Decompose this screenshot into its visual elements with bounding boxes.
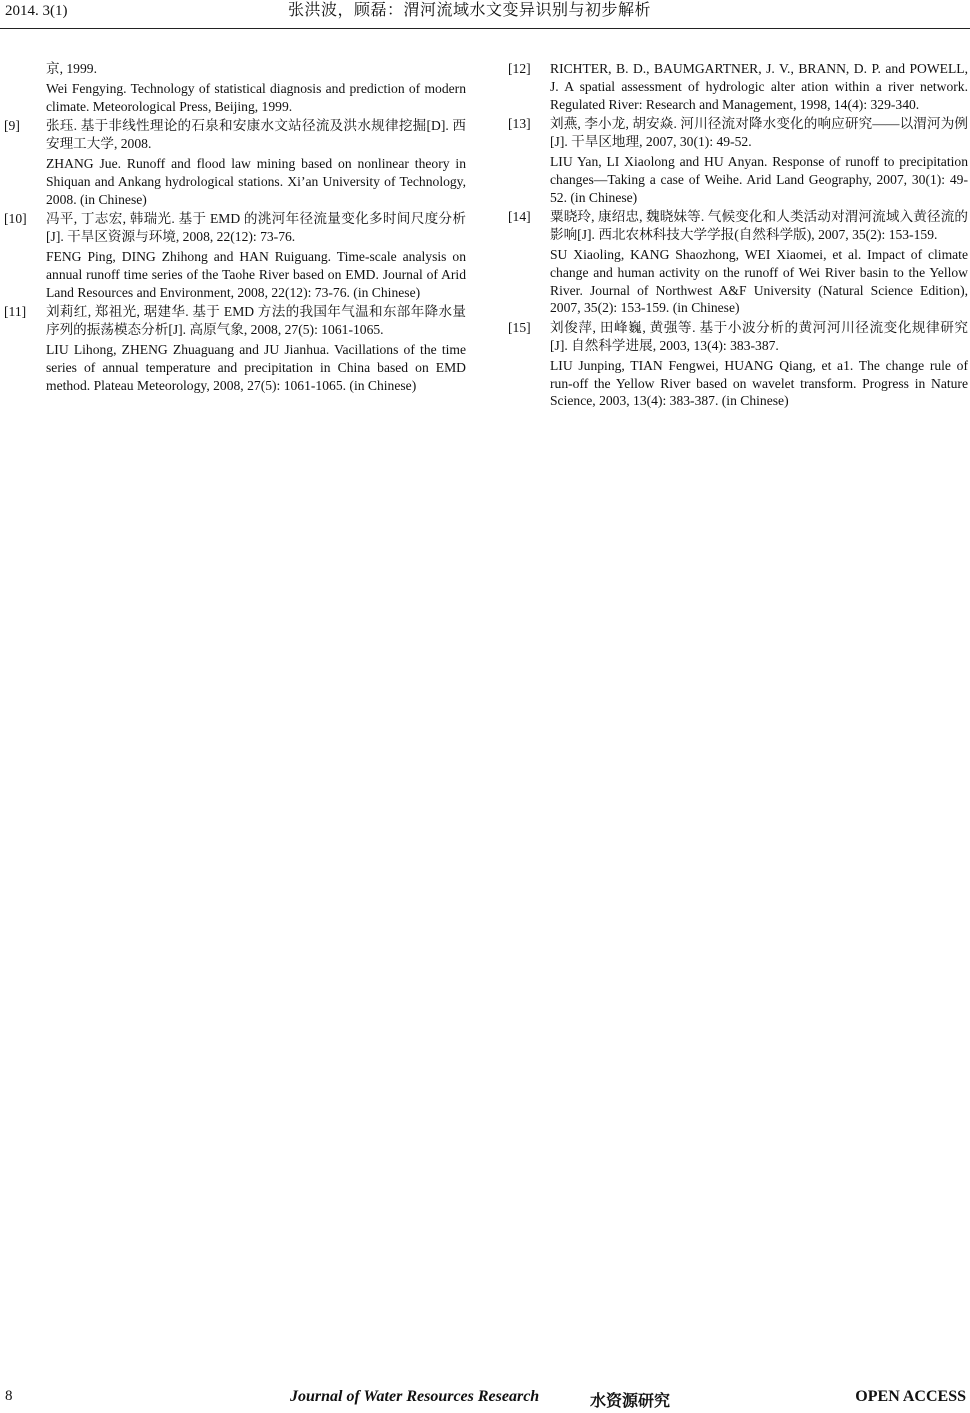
reference-cn-text: 刘燕, 李小龙, 胡安焱. 河川径流对降水变化的响应研究——以渭河为例[J]. 干旱区地理, 2007, 30(1): 49-52. (550, 116, 968, 150)
reference-en-text: LIU Lihong, ZHENG Zhuaguang and JU Jianhua. Vacillations of the time series of annual temperature and precipitation in China based on EMD method. Plateau Meteorology, 2008, 27(5): 1061-1065. (in Chinese) (46, 341, 466, 393)
journal-name-cn: 水资源研究 (590, 1393, 671, 1410)
reference-cn-text: 京, 1999. (46, 61, 97, 76)
reference-item (4, 210, 466, 301)
reference-number: [11] (4, 304, 27, 320)
journal-name: Journal of Water Resources Research (290, 1388, 540, 1405)
reference-continued (4, 60, 466, 115)
reference-item (4, 117, 466, 208)
reference-en-text: LIU Junping, TIAN Fengwei, HUANG Qiang, et a1. The change rule of run-off the Yellow River based on wavelet transform. Progress in Nature Science, 2003, 13(4): 383-387. (in Chinese) (550, 357, 968, 409)
running-title: 张洪波，顾磊：渭河流域水文变异识别与初步解析 (288, 2, 652, 19)
left-column (4, 60, 466, 396)
reference-cn-text: 刘莉红, 郑祖光, 琚建华. 基于 EMD 方法的我国年气温和东部年降水量序列的振荡模态分析[J]. 高原气象, 2008, 27(5): 1061-1065. (46, 304, 466, 338)
reference-item (4, 303, 466, 394)
reference-en-text: SU Xiaoling, KANG Shaozhong, WEI Xiaomei, et al. Impact of climate change and human activity on the runoff of Wei River basin to the Yellow River. Journal of Northwest A&F University (Natural Science Edition), 2007, 35(2): 153-159. (in Chinese) (550, 246, 968, 316)
reference-number: [13] (508, 116, 531, 132)
reference-number: [10] (4, 211, 27, 227)
right-column (508, 60, 968, 412)
reference-number: [14] (508, 209, 531, 225)
reference-cn-text: 冯平, 丁志宏, 韩瑞光. 基于 EMD 的洮河年径流量变化多时间尺度分析[J]. 干旱区资源与环境, 2008, 22(12): 73-76. (46, 211, 466, 245)
reference-number: [12] (508, 61, 531, 76)
reference-number: [9] (4, 118, 20, 134)
reference-cn-text: 粟晓玲, 康绍忠, 魏晓妹等. 气候变化和人类活动对渭河流域入黄径流的影响[J]. 西北农林科技大学学报(自然科学版), 2007, 35(2): 153-159. (550, 209, 968, 243)
open-access-label: OPEN ACCESS (855, 1388, 966, 1405)
reference-item (508, 319, 968, 410)
issue-number: 2014. 3(1) (5, 3, 68, 19)
reference-item (508, 115, 968, 206)
reference-item (508, 208, 968, 317)
reference-en-text: LIU Yan, LI Xiaolong and HU Anyan. Response of runoff to precipitation changes—Taking a case of Weihe. Arid Land Geography, 2007, 30(1): 49-52. (in Chinese) (550, 153, 968, 205)
page-footer (0, 1388, 970, 1412)
reference-en-text: Wei Fengying. Technology of statistical diagnosis and prediction of modern climate. Meteorological Press, Beijing, 1999. (46, 80, 466, 114)
reference-en-text: ZHANG Jue. Runoff and flood law mining based on nonlinear theory in Shiquan and Ankang hydrological stations. Xi’an University of Technology, 2008. (in Chinese) (46, 155, 466, 207)
page-number: 8 (5, 1388, 13, 1404)
reference-en-text: FENG Ping, DING Zhihong and HAN Ruiguang. Time-scale analysis on annual runoff time series of the Taohe River based on EMD. Journal of Arid Land Resources and Environment, 2008, 22(12): 73-76. (in Chinese) (46, 248, 466, 300)
reference-number: [15] (508, 320, 531, 336)
reference-cn-text: 张珏. 基于非线性理论的石泉和安康水文站径流及洪水规律挖掘[D]. 西安理工大学, 2008. (46, 118, 466, 152)
page-header (0, 0, 970, 29)
reference-item (508, 60, 968, 113)
reference-cn-text: 刘俊萍, 田峰巍, 黄强等. 基于小波分析的黄河河川径流变化规律研究[J]. 自然科学进展, 2003, 13(4): 383-387. (550, 320, 968, 353)
reference-en-text: RICHTER, B. D., BAUMGARTNER, J. V., BRANN, D. P. and POWELL, J. A spatial assessment of hydrologic alter ation within a river network. Regulated River: Research and Management, 1998, 14(4): 329-340. (550, 61, 968, 112)
